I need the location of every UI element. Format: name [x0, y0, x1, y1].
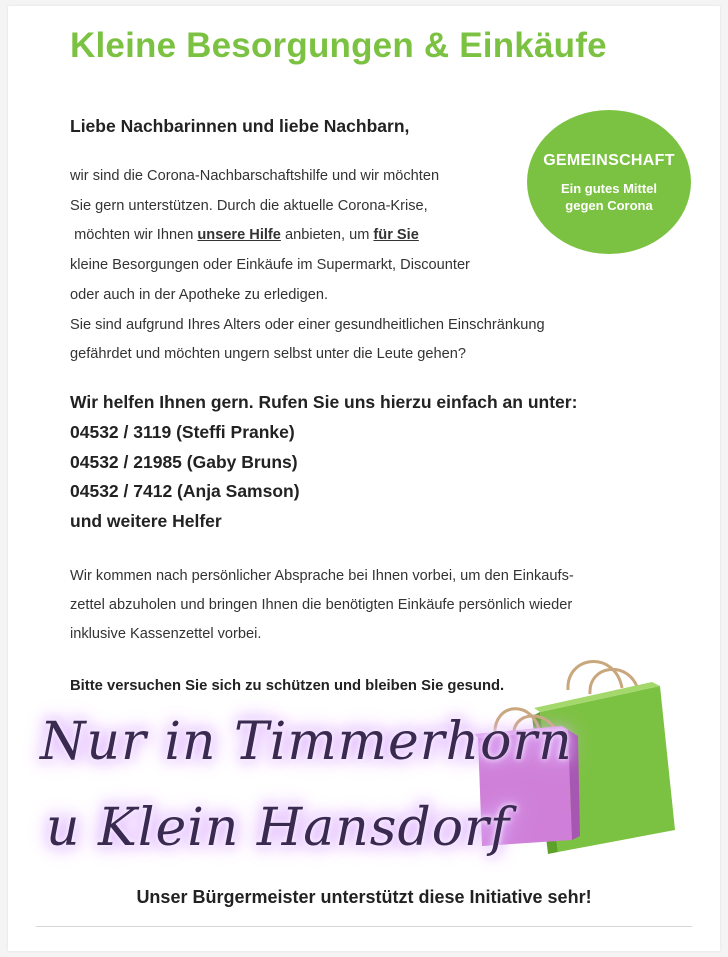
- contact-phone: 04532 / 21985 (Gaby Bruns): [70, 451, 298, 472]
- badge-heading: GEMEINSCHAFT: [543, 152, 675, 169]
- details-paragraph: [70, 562, 670, 650]
- badge-line: gegen Corona: [565, 198, 653, 213]
- greeting: Liebe Nachbarinnen und liebe Nachbarn,: [70, 116, 410, 136]
- badge-line: Ein gutes Mittel: [560, 181, 658, 196]
- community-badge: [527, 110, 691, 254]
- intro-line: Sie sind aufgrund Ihres Alters oder einer gesundheitlichen Einschränkung: [70, 316, 545, 333]
- intro-text: anbieten, um: [280, 227, 374, 244]
- intro-line: gefährdet und möchten ungern selbst unter die Leute gehen?: [70, 346, 466, 363]
- contact-phone: 04532 / 7412 (Anja Samson): [70, 481, 300, 502]
- details-line: Wir kommen nach persönlicher Absprache bei Ihnen vorbei, um den Einkaufs-: [70, 568, 574, 584]
- bottom-divider: [36, 926, 692, 927]
- for-you-emphasis: für Sie: [373, 227, 419, 244]
- contact-intro: Wir helfen Ihnen gern. Rufen Sie uns hierzu einfach an unter:: [70, 392, 578, 412]
- intro-text: möchten wir Ihnen: [74, 227, 198, 244]
- contact-more: und weitere Helfer: [70, 511, 222, 532]
- intro-line: kleine Besorgungen oder Einkäufe im Supermarkt, Discounter: [70, 257, 470, 274]
- intro-line: oder auch in der Apotheke zu erledigen.: [70, 286, 329, 303]
- overlay-script-line: u Klein Hansdorf: [46, 798, 511, 858]
- contact-phone: 04532 / 3119 (Steffi Pranke): [70, 421, 295, 442]
- contact-block: [70, 388, 577, 537]
- details-line: inklusive Kassenzettel vorbei.: [70, 626, 262, 643]
- details-line: zettel abzuholen und bringen Ihnen die benötigten Einkäufe persönlich wieder: [70, 597, 573, 614]
- overlay-script-line: Nur in Timmerhorn: [40, 712, 573, 772]
- flyer-title: Kleine Besorgungen & Einkäufe: [70, 26, 607, 65]
- our-help-emphasis: unsere Hilfe: [197, 227, 281, 244]
- intro-line: wir sind die Corona-Nachbarschaftshilfe und wir möchten: [70, 168, 440, 184]
- mayor-support-footer: Unser Bürgermeister unterstützt diese Initiative sehr!: [136, 887, 592, 907]
- intro-line: Sie gern unterstützen. Durch die aktuelle Corona-Krise,: [70, 197, 428, 214]
- closing-note: Bitte versuchen Sie sich zu schützen und bleiben Sie gesund.: [70, 678, 505, 694]
